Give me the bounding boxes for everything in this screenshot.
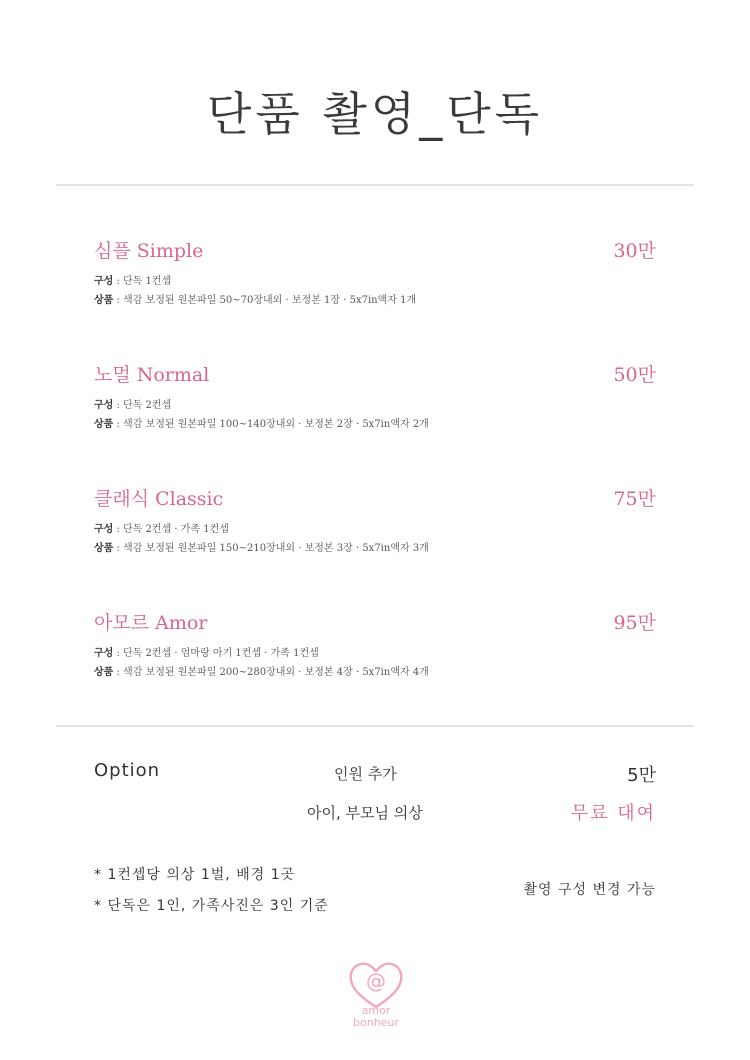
logo-text bbox=[343, 1005, 409, 1029]
package-price: 50만 bbox=[613, 364, 656, 386]
product-value: : 색감 보정된 원본파일 200~280장내외 · 보정본 4장 · 5x7in액자 4개 bbox=[113, 667, 429, 678]
package-price: 95만 bbox=[613, 612, 656, 634]
package-simple bbox=[94, 236, 656, 308]
package-composition bbox=[94, 398, 656, 413]
package-product bbox=[94, 541, 656, 556]
package-normal bbox=[94, 360, 656, 432]
option-label: Option bbox=[94, 760, 161, 781]
svg-text:@: @ bbox=[366, 969, 386, 993]
package-amor bbox=[94, 608, 656, 680]
product-value: : 색감 보정된 원본파일 100~140장내외 · 보정본 2장 · 5x7in액자 2개 bbox=[113, 419, 429, 430]
product-value: : 색감 보정된 원본파일 150~210장내외 · 보정본 3장 · 5x7in액자 3개 bbox=[113, 543, 429, 554]
product-label: 상품 bbox=[94, 419, 114, 430]
package-product bbox=[94, 417, 656, 432]
bottom-divider bbox=[56, 725, 694, 727]
option-extra-person: 인원 추가 bbox=[334, 765, 397, 783]
package-name: 클래식 Classic bbox=[94, 488, 224, 510]
change-note: 촬영 구성 변경 가능 bbox=[523, 882, 656, 898]
composition-label: 구성 bbox=[94, 648, 114, 659]
brand-logo bbox=[343, 955, 409, 1031]
composition-value: : 단독 2컨셉 · 가족 1컨셉 bbox=[113, 524, 229, 535]
product-label: 상품 bbox=[94, 543, 114, 554]
composition-label: 구성 bbox=[94, 400, 114, 411]
logo-text-line2: bonheur bbox=[353, 1016, 399, 1029]
package-composition bbox=[94, 646, 656, 661]
product-label: 상품 bbox=[94, 295, 114, 306]
package-product bbox=[94, 293, 656, 308]
note-headcount: * 단독은 1인, 가족사진은 3인 기준 bbox=[94, 898, 329, 914]
product-label: 상품 bbox=[94, 667, 114, 678]
package-composition bbox=[94, 522, 656, 537]
option-extra-person-price: 5만 bbox=[627, 765, 656, 786]
composition-value: : 단독 1컨셉 bbox=[113, 276, 172, 287]
logo-text-line1: amor bbox=[361, 1004, 391, 1017]
product-value: : 색감 보정된 원본파일 50~70장내외 · 보정본 1장 · 5x7in액자 1개 bbox=[113, 295, 417, 306]
composition-label: 구성 bbox=[94, 524, 114, 535]
package-price: 30만 bbox=[613, 240, 656, 262]
package-name: 심플 Simple bbox=[94, 240, 204, 262]
package-name: 노멀 Normal bbox=[94, 364, 210, 386]
top-divider bbox=[56, 184, 694, 186]
package-product bbox=[94, 665, 656, 680]
package-name: 아모르 Amor bbox=[94, 612, 208, 634]
package-classic bbox=[94, 484, 656, 556]
note-costume: * 1컨셉당 의상 1벌, 배경 1곳 bbox=[94, 867, 296, 883]
package-price: 75만 bbox=[613, 488, 656, 510]
package-composition bbox=[94, 274, 656, 289]
page-title: 단품 촬영_단독 bbox=[206, 87, 544, 141]
option-costume: 아이, 부모님 의상 bbox=[307, 804, 423, 822]
composition-label: 구성 bbox=[94, 276, 114, 287]
option-costume-price: 무료 대여 bbox=[570, 803, 656, 824]
composition-value: : 단독 2컨셉 · 엄마랑 아기 1컨셉 · 가족 1컨셉 bbox=[113, 648, 319, 659]
composition-value: : 단독 2컨셉 bbox=[113, 400, 172, 411]
